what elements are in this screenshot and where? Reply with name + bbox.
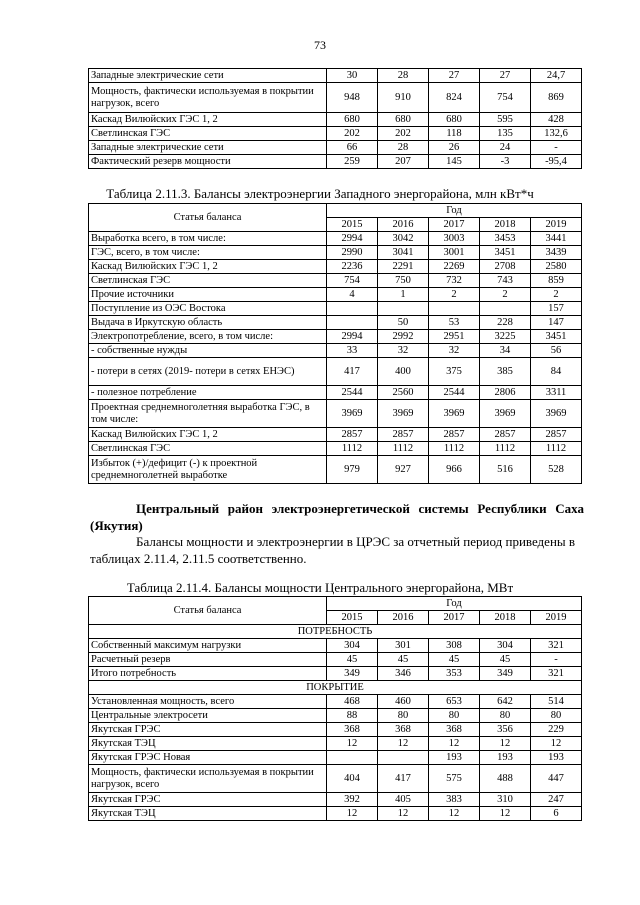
value-cell: 405: [378, 793, 429, 807]
value-cell: 353: [429, 667, 480, 681]
value-cell: 66: [327, 141, 378, 155]
value-cell: 642: [480, 695, 531, 709]
value-cell: 32: [429, 344, 480, 358]
table-caption-2-11-3: Таблица 2.11.3. Балансы электроэнергии Западного энергорайона, млн кВт*ч: [106, 186, 534, 201]
header-year-cell: 2017: [429, 611, 480, 625]
value-cell: 27: [429, 69, 480, 83]
value-cell: 27: [480, 69, 531, 83]
table-row: [89, 695, 582, 709]
value-cell: [378, 751, 429, 765]
value-cell: 26: [429, 141, 480, 155]
energy-balance-west-table: [88, 203, 582, 484]
value-cell: 45: [480, 653, 531, 667]
value-cell: 488: [480, 765, 531, 793]
value-cell: 12: [378, 737, 429, 751]
value-cell: 118: [429, 127, 480, 141]
table-row: [89, 246, 582, 260]
value-cell: [480, 302, 531, 316]
value-cell: 1112: [531, 442, 582, 456]
value-cell: 732: [429, 274, 480, 288]
value-cell: -95,4: [531, 155, 582, 169]
value-cell: 468: [327, 695, 378, 709]
value-cell: 12: [429, 807, 480, 821]
value-cell: [327, 302, 378, 316]
table-row: [89, 765, 582, 793]
value-cell: 12: [429, 737, 480, 751]
value-cell: 12: [531, 737, 582, 751]
value-cell: 80: [531, 709, 582, 723]
row-label: Каскад Вилюйских ГЭС 1, 2: [89, 428, 327, 442]
row-label: Светлинская ГЭС: [89, 442, 327, 456]
value-cell: 321: [531, 639, 582, 653]
section-row: [89, 681, 582, 695]
row-label: Расчетный резерв: [89, 653, 327, 667]
table-row: [89, 723, 582, 737]
value-cell: 24: [480, 141, 531, 155]
section-label: ПОКРЫТИЕ: [89, 681, 582, 695]
value-cell: 228: [480, 316, 531, 330]
value-cell: 45: [429, 653, 480, 667]
power-balance-west-continuation-table: [88, 68, 582, 169]
value-cell: 392: [327, 793, 378, 807]
value-cell: 4: [327, 288, 378, 302]
value-cell: 3439: [531, 246, 582, 260]
value-cell: 2994: [327, 330, 378, 344]
value-cell: 417: [327, 358, 378, 386]
row-label: Светлинская ГЭС: [89, 127, 327, 141]
table-row: [89, 456, 582, 484]
table-row: [89, 302, 582, 316]
value-cell: 927: [378, 456, 429, 484]
value-cell: 310: [480, 793, 531, 807]
value-cell: 12: [327, 807, 378, 821]
row-label: Светлинская ГЭС: [89, 274, 327, 288]
row-label: Каскад Вилюйских ГЭС 1, 2: [89, 113, 327, 127]
table-row: [89, 155, 582, 169]
table-row: [89, 113, 582, 127]
table-caption-2-11-4: Таблица 2.11.4. Балансы мощности Центрального энергорайона, МВт: [126, 580, 514, 595]
value-cell: 2806: [480, 386, 531, 400]
value-cell: 2857: [327, 428, 378, 442]
value-cell: 12: [480, 737, 531, 751]
row-label: Западные электрические сети: [89, 69, 327, 83]
value-cell: 3969: [429, 400, 480, 428]
value-cell: 516: [480, 456, 531, 484]
table-row: [89, 807, 582, 821]
row-label: Фактический резерв мощности: [89, 155, 327, 169]
value-cell: 2857: [480, 428, 531, 442]
value-cell: 2544: [327, 386, 378, 400]
header-year: Год: [327, 204, 582, 218]
value-cell: 56: [531, 344, 582, 358]
value-cell: 259: [327, 155, 378, 169]
row-label: Установленная мощность, всего: [89, 695, 327, 709]
header-year-cell: 2015: [327, 611, 378, 625]
row-label: - собственные нужды: [89, 344, 327, 358]
value-cell: 528: [531, 456, 582, 484]
value-cell: 3042: [378, 232, 429, 246]
table-row: [89, 260, 582, 274]
table-row: [89, 316, 582, 330]
value-cell: 346: [378, 667, 429, 681]
header-year-cell: 2019: [531, 611, 582, 625]
row-label: Избыток (+)/дефицит (-) к проектной среднемноголетней выработке: [89, 456, 327, 484]
value-cell: 2236: [327, 260, 378, 274]
header-article: Статья баланса: [89, 597, 327, 625]
section-row: [89, 625, 582, 639]
value-cell: 979: [327, 456, 378, 484]
value-cell: 53: [429, 316, 480, 330]
value-cell: 135: [480, 127, 531, 141]
row-label: Прочие источники: [89, 288, 327, 302]
value-cell: 80: [429, 709, 480, 723]
value-cell: 2291: [378, 260, 429, 274]
power-balance-central-table: [88, 596, 582, 821]
value-cell: 417: [378, 765, 429, 793]
value-cell: 754: [480, 83, 531, 113]
value-cell: -: [531, 653, 582, 667]
value-cell: 145: [429, 155, 480, 169]
value-cell: [327, 316, 378, 330]
row-label: Выработка всего, в том числе:: [89, 232, 327, 246]
value-cell: 910: [378, 83, 429, 113]
value-cell: 24,7: [531, 69, 582, 83]
value-cell: 368: [429, 723, 480, 737]
table-row: [89, 653, 582, 667]
value-cell: 2544: [429, 386, 480, 400]
value-cell: [429, 302, 480, 316]
value-cell: 80: [480, 709, 531, 723]
value-cell: 680: [327, 113, 378, 127]
value-cell: 948: [327, 83, 378, 113]
value-cell: 1112: [480, 442, 531, 456]
value-cell: 3969: [378, 400, 429, 428]
value-cell: 304: [480, 639, 531, 653]
value-cell: 368: [327, 723, 378, 737]
value-cell: 147: [531, 316, 582, 330]
value-cell: 3001: [429, 246, 480, 260]
value-cell: [327, 751, 378, 765]
header-year-cell: 2017: [429, 218, 480, 232]
value-cell: 321: [531, 667, 582, 681]
value-cell: 349: [480, 667, 531, 681]
row-label: Якутская ГРЭС Новая: [89, 751, 327, 765]
value-cell: 2: [429, 288, 480, 302]
value-cell: 34: [480, 344, 531, 358]
row-label: ГЭС, всего, в том числе:: [89, 246, 327, 260]
value-cell: 3441: [531, 232, 582, 246]
value-cell: 2990: [327, 246, 378, 260]
value-cell: 400: [378, 358, 429, 386]
value-cell: 3003: [429, 232, 480, 246]
value-cell: 750: [378, 274, 429, 288]
value-cell: 3969: [480, 400, 531, 428]
value-cell: 2560: [378, 386, 429, 400]
row-label: Якутская ГРЭС: [89, 723, 327, 737]
header-year-cell: 2019: [531, 218, 582, 232]
row-label: Итого потребность: [89, 667, 327, 681]
row-label: Якутская ТЭЦ: [89, 737, 327, 751]
value-cell: 1112: [429, 442, 480, 456]
value-cell: 193: [429, 751, 480, 765]
value-cell: 460: [378, 695, 429, 709]
header-year-cell: 2015: [327, 218, 378, 232]
value-cell: 349: [327, 667, 378, 681]
value-cell: 680: [378, 113, 429, 127]
value-cell: 368: [378, 723, 429, 737]
value-cell: 3969: [531, 400, 582, 428]
value-cell: 575: [429, 765, 480, 793]
value-cell: 202: [378, 127, 429, 141]
value-cell: 45: [378, 653, 429, 667]
table-row: [89, 274, 582, 288]
table-row: [89, 737, 582, 751]
value-cell: 12: [327, 737, 378, 751]
value-cell: 514: [531, 695, 582, 709]
value-cell: 356: [480, 723, 531, 737]
value-cell: 404: [327, 765, 378, 793]
value-cell: 202: [327, 127, 378, 141]
table-row: [89, 386, 582, 400]
value-cell: 2580: [531, 260, 582, 274]
value-cell: 1112: [378, 442, 429, 456]
table-row: [89, 344, 582, 358]
table-row: [89, 428, 582, 442]
value-cell: 157: [531, 302, 582, 316]
value-cell: 859: [531, 274, 582, 288]
value-cell: 33: [327, 344, 378, 358]
value-cell: 45: [327, 653, 378, 667]
value-cell: 2951: [429, 330, 480, 344]
value-cell: 428: [531, 113, 582, 127]
row-label: Собственный максимум нагрузки: [89, 639, 327, 653]
value-cell: 754: [327, 274, 378, 288]
value-cell: 595: [480, 113, 531, 127]
row-label: Центральные электросети: [89, 709, 327, 723]
row-label: Мощность, фактически используемая в покрытии нагрузок, всего: [89, 765, 327, 793]
table-row: [89, 288, 582, 302]
value-cell: 447: [531, 765, 582, 793]
row-label: Каскад Вилюйских ГЭС 1, 2: [89, 260, 327, 274]
value-cell: 1: [378, 288, 429, 302]
value-cell: 132,6: [531, 127, 582, 141]
row-label: - потери в сетях (2019- потери в сетях ЕНЭС): [89, 358, 327, 386]
row-label: Якутская ГРЭС: [89, 793, 327, 807]
value-cell: 385: [480, 358, 531, 386]
page-number: 73: [314, 38, 326, 52]
value-cell: 2: [480, 288, 531, 302]
row-label: Западные электрические сети: [89, 141, 327, 155]
value-cell: 32: [378, 344, 429, 358]
value-cell: 375: [429, 358, 480, 386]
row-label: Якутская ТЭЦ: [89, 807, 327, 821]
section-paragraph: Балансы мощности и электроэнергии в ЦРЭС за отчетный период приведены в таблицах 2.11.4, 2.11.5 соответственно.: [90, 534, 576, 566]
table-row: [89, 751, 582, 765]
value-cell: 680: [429, 113, 480, 127]
table-row: [89, 639, 582, 653]
header-year-cell: 2016: [378, 218, 429, 232]
row-label: Поступление из ОЭС Востока: [89, 302, 327, 316]
value-cell: 3451: [480, 246, 531, 260]
value-cell: 1112: [327, 442, 378, 456]
table-row: [89, 793, 582, 807]
value-cell: 2269: [429, 260, 480, 274]
table-row: [89, 141, 582, 155]
value-cell: 304: [327, 639, 378, 653]
value-cell: 869: [531, 83, 582, 113]
value-cell: 193: [531, 751, 582, 765]
table-row: [89, 83, 582, 113]
header-year-cell: 2018: [480, 611, 531, 625]
value-cell: 3311: [531, 386, 582, 400]
table-row: [89, 330, 582, 344]
value-cell: 383: [429, 793, 480, 807]
value-cell: 229: [531, 723, 582, 737]
value-cell: [378, 302, 429, 316]
table-row: [89, 232, 582, 246]
row-label: - полезное потребление: [89, 386, 327, 400]
header-year-cell: 2016: [378, 611, 429, 625]
table-row: [89, 709, 582, 723]
value-cell: 30: [327, 69, 378, 83]
value-cell: 6: [531, 807, 582, 821]
header-article: Статья баланса: [89, 204, 327, 232]
table-row: [89, 127, 582, 141]
value-cell: 84: [531, 358, 582, 386]
value-cell: 3041: [378, 246, 429, 260]
row-label: Выдача в Иркутскую область: [89, 316, 327, 330]
table-row: [89, 358, 582, 386]
header-year: Год: [327, 597, 582, 611]
value-cell: 28: [378, 69, 429, 83]
value-cell: 824: [429, 83, 480, 113]
value-cell: 3225: [480, 330, 531, 344]
value-cell: 301: [378, 639, 429, 653]
value-cell: 2857: [531, 428, 582, 442]
value-cell: 3451: [531, 330, 582, 344]
value-cell: -: [531, 141, 582, 155]
row-label: Электропотребление, всего, в том числе:: [89, 330, 327, 344]
value-cell: 193: [480, 751, 531, 765]
value-cell: 28: [378, 141, 429, 155]
value-cell: 2857: [429, 428, 480, 442]
value-cell: 247: [531, 793, 582, 807]
value-cell: 2992: [378, 330, 429, 344]
value-cell: 50: [378, 316, 429, 330]
value-cell: 80: [378, 709, 429, 723]
value-cell: 653: [429, 695, 480, 709]
row-label: Мощность, фактически используемая в покрытии нагрузок, всего: [89, 83, 327, 113]
value-cell: 2994: [327, 232, 378, 246]
value-cell: 207: [378, 155, 429, 169]
table-row: [89, 69, 582, 83]
value-cell: 2708: [480, 260, 531, 274]
value-cell: 743: [480, 274, 531, 288]
value-cell: 12: [480, 807, 531, 821]
section-label: ПОТРЕБНОСТЬ: [89, 625, 582, 639]
value-cell: 966: [429, 456, 480, 484]
table-row: [89, 400, 582, 428]
section-heading: Центральный район электроэнергетической системы Республики Саха (Якутия): [90, 501, 584, 533]
table-row: [89, 667, 582, 681]
value-cell: 308: [429, 639, 480, 653]
value-cell: 88: [327, 709, 378, 723]
value-cell: 2: [531, 288, 582, 302]
table-row: [89, 442, 582, 456]
header-year-cell: 2018: [480, 218, 531, 232]
value-cell: 3969: [327, 400, 378, 428]
value-cell: -3: [480, 155, 531, 169]
value-cell: 2857: [378, 428, 429, 442]
value-cell: 12: [378, 807, 429, 821]
value-cell: 3453: [480, 232, 531, 246]
row-label: Проектная среднемноголетняя выработка ГЭС, в том числе:: [89, 400, 327, 428]
